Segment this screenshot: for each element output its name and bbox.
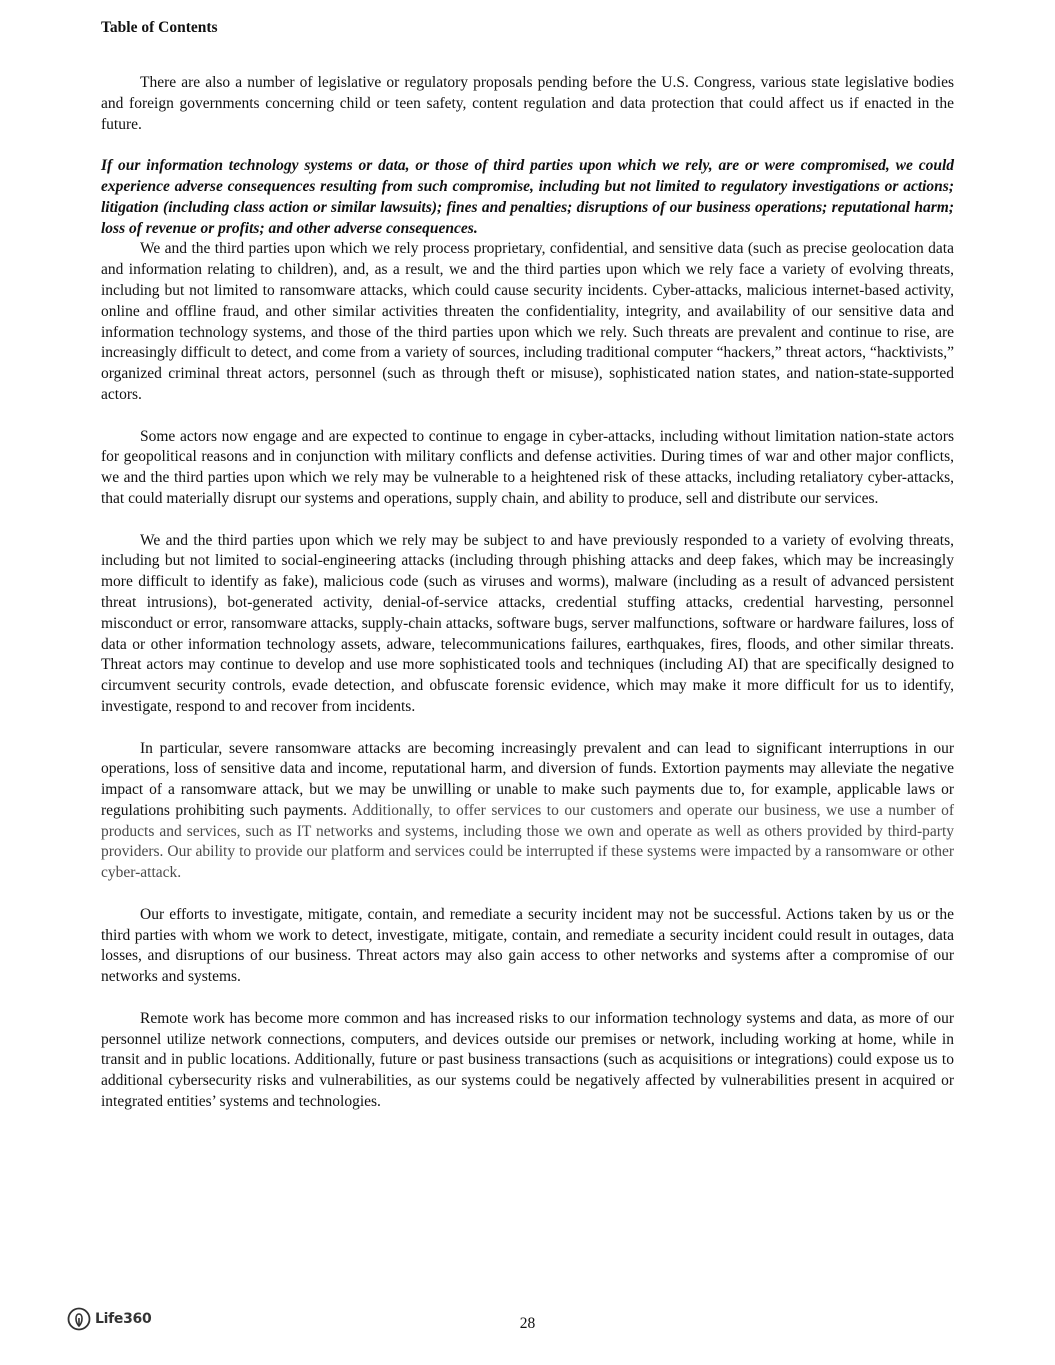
paragraph: There are also a number of legislative or regulatory proposals pending before the U.S. Congress, various state legislative bodies and foreign governments concerning child or teen safety, content regulation and data protection that could affect us if enacted in the future. bbox=[101, 74, 954, 133]
table-of-contents-link[interactable]: Table of Contents bbox=[101, 19, 218, 36]
paragraph: We and the third parties upon which we rely process proprietary, confidential, and sensitive data (such as precise geolocation data and information relating to children), and, as a result, we and the third parties upon which we rely face a variety of evolving threats, including but not limited to ransomware attacks, which could cause security incidents. Cyber-attacks, malicious internet-based activity, online and offline fraud, and other similar activities threaten the confidentiality, integrity, and availability of our sensitive data and information technology systems, and those of the third parties upon which we rely. Such threats are prevalent and continue to rise, are increasingly difficult to detect, and come from a variety of sources, including traditional computer “hackers,” threat actors, “hacktivists,” organized criminal threat actors, personnel (such as through theft or misuse), sophisticated nation states, and nation-state-supported actors. bbox=[101, 240, 954, 403]
paragraph-text-grey: Additionally, to offer services to our customers and operate our business, we use a number of products and services, such as IT networks and systems, including those we own and operate as well as others provided by third-party providers. Our ability to provide our platform and services could be interrupted if these systems were impacted by a ransomware or other cyber-attack. bbox=[101, 801, 954, 882]
risk-factor-heading: If our information technology systems or data, or those of third parties upon which we rely, are or were compromised, we could experience adverse consequences resulting from such compromise, including but not limited to regulatory investigations or actions; litigation (including class action or similar lawsuits); fines and penalties; disruptions of our business operations; reputational harm; loss of revenue or profits; and other adverse consequences. bbox=[101, 157, 954, 237]
document-body bbox=[101, 73, 954, 1134]
paragraph: Remote work has become more common and has increased risks to our information technology systems and data, as more of our personnel utilize network connections, computers, and devices outside our premises or network, including working at home, while in transit and in public locations. Additionally, future or past business transactions (such as acquisitions or integrations) could expose us to additional cybersecurity risks and vulnerabilities, as our systems could be negatively affected by vulnerabilities present in acquired or integrated entities’ systems and technologies. bbox=[101, 1009, 954, 1111]
paragraph-text: In particular, severe ransomware attacks are becoming increasingly prevalent and can lead to significant interruptions in our operations, loss of sensitive data and income, reputational harm, and diversion of funds. Extortion payments may alleviate the negative impact of a ransomware attack, but we may be unwilling or unable to make such payments due to, for example, applicable laws or regulations prohibiting such payments. bbox=[101, 739, 954, 819]
page-number: 28 bbox=[519, 1315, 536, 1332]
paragraph: We and the third parties upon which we rely may be subject to and have previously responded to a variety of evolving threats, including but not limited to social-engineering attacks (including through phishing attacks and deep fakes, which may be increasingly more difficult to identify as fake), malicious code (such as viruses and worms), malware (including as a result of advanced persistent threat intrusions), bot-generated activity, denial-of-service attacks, credential stuffing attacks, credential harvesting, personnel misconduct or error, ransomware attacks, supply-chain attacks, software bugs, server malfunctions, software or hardware failures, loss of data or other information technology assets, adware, telecommunications failures, earthquakes, fires, floods, and other similar threats. Threat actors may continue to develop and use more sophisticated tools and techniques (including AI) that are specifically designed to circumvent security controls, evade detection, and obfuscate forensic evidence, which may make it more difficult for us to identify, investigate, respond to and recover from incidents. bbox=[101, 531, 954, 715]
paragraph bbox=[101, 739, 954, 885]
paragraph: Some actors now engage and are expected to continue to engage in cyber-attacks, including without limitation nation-state actors for geopolitical reasons and in conjunction with military conflicts and defense activities. During times of war and other major conflicts, we and the third parties upon which we rely may be vulnerable to a heightened risk of these attacks, including retaliatory cyber-attacks, that could materially disrupt our systems and operations, supply chain, and ability to produce, sell and distribute our services. bbox=[101, 427, 954, 507]
paragraph: Our efforts to investigate, mitigate, contain, and remediate a security incident may not be successful. Actions taken by us or the third parties with whom we work to detect, investigate, mitigate, contain, and remediate a security incident could result in outages, data losses, and disruptions of our business. Threat actors may also gain access to other networks and systems after a compromise of our networks and systems. bbox=[101, 905, 954, 986]
logo-text: Life360 bbox=[95, 1311, 152, 1327]
